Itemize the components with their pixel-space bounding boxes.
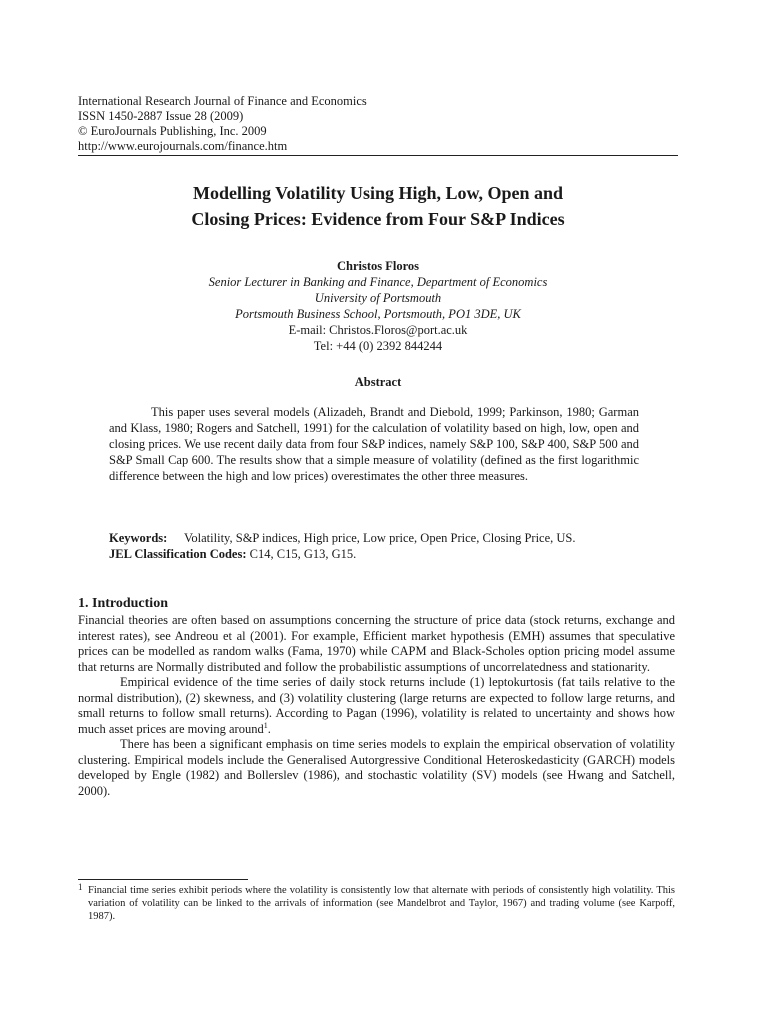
author-name: Christos Floros [336,259,420,273]
jel-value: C14, C15, G13, G15. [246,547,357,561]
footnote-divider [78,879,248,880]
abstract-body [109,404,639,484]
abstract-heading: Abstract [354,375,402,389]
footnote-reference[interactable]: 1 [263,720,268,730]
introduction-heading: 1. Introduction [78,596,168,611]
author-university: University of Portsmouth [314,291,442,305]
footnote [78,884,675,923]
keywords-row [109,530,639,546]
intro-paragraph-2-end: . [267,721,271,736]
journal-url[interactable]: http://www.eurojournals.com/finance.htm [78,139,288,153]
paper-title-line2: Closing Prices: Evidence from Four S&P Indices [191,209,565,229]
journal-header [78,94,367,154]
intro-paragraph-2-text: Empirical evidence of the time series of daily stock returns include (1) leptokurtosis (fat tails relative to the normal distribution), (2) skewness, and (3) volatility clustering (large returns are expected to follow large returns, and small returns to follow small returns). According to Pagan (1996), volatility is related to uncertainty and shows how much asset prices are moving around [78,675,675,736]
keywords-label: Keywords: [109,531,168,545]
jel-label: JEL Classification Codes: [109,547,247,561]
intro-paragraph-1: Financial theories are often based on assumptions concerning the structure of price data (stock returns, exchange and interest rates), see Andreou et al (2001). For example, Efficient market hypothesis (EMH) assumes that speculative prices can be modelled as random walks (Fama, 1970) while CAPM and Black-Scholes option pricing model assume that returns are Normally distributed and follow the probabilistic assumptions of uncorrelatedness and stationarity. [78,613,675,674]
keywords-block [109,530,639,562]
author-block [78,258,678,354]
jel-row [109,546,639,562]
journal-issn: ISSN 1450-2887 Issue 28 (2009) [78,109,244,123]
footnote-mark: 1 [78,882,83,892]
paper-title [78,180,678,232]
author-email[interactable]: E-mail: Christos.Floros@port.ac.uk [288,323,468,337]
paper-title-line1: Modelling Volatility Using High, Low, Open and [192,183,564,203]
introduction-body [78,613,675,799]
author-address: Portsmouth Business School, Portsmouth, PO1 3DE, UK [235,307,521,321]
abstract-text: This paper uses several models (Alizadeh, Brandt and Diebold, 1999; Parkinson, 1980; Garman and Klass, 1980; Rogers and Satchell, 1991) for the calculation of volatility based on high, low, open and closing prices. We use recent daily data from four S&P indices, namely S&P 100, S&P 400, S&P 500 and S&P Small Cap 600. The results show that a simple measure of volatility (defined as the first logarithmic difference between the high and low prices) overestimates the other three measures. [109,405,639,483]
journal-copyright: © EuroJournals Publishing, Inc. 2009 [78,124,267,138]
intro-paragraph-2 [78,675,675,737]
intro-paragraph-3: There has been a significant emphasis on time series models to explain the empirical observation of volatility clustering. Empirical models include the Generalised Autorgressive Conditional Heteroskedasticity (GARCH) models developed by Engle (1982) and Bollerslev (1986), and stochastic volatility (SV) models (see Hwang and Satchell, 2000). [78,737,675,798]
keywords-value: Volatility, S&P indices, High price, Low price, Open Price, Closing Price, US. [184,531,576,545]
header-divider [78,155,678,156]
journal-name: International Research Journal of Finance and Economics [78,94,367,108]
author-position: Senior Lecturer in Banking and Finance, Department of Economics [208,275,548,289]
footnote-text: Financial time series exhibit periods where the volatility is consistently low that alternate with periods of consistently high volatility. This variation of volatility can be linked to the arrivals of information (see Mandelbrot and Taylor, 1967) and trading volume (see Karpoff, 1987). [88,885,675,922]
author-tel: Tel: +44 (0) 2392 844244 [313,339,443,353]
